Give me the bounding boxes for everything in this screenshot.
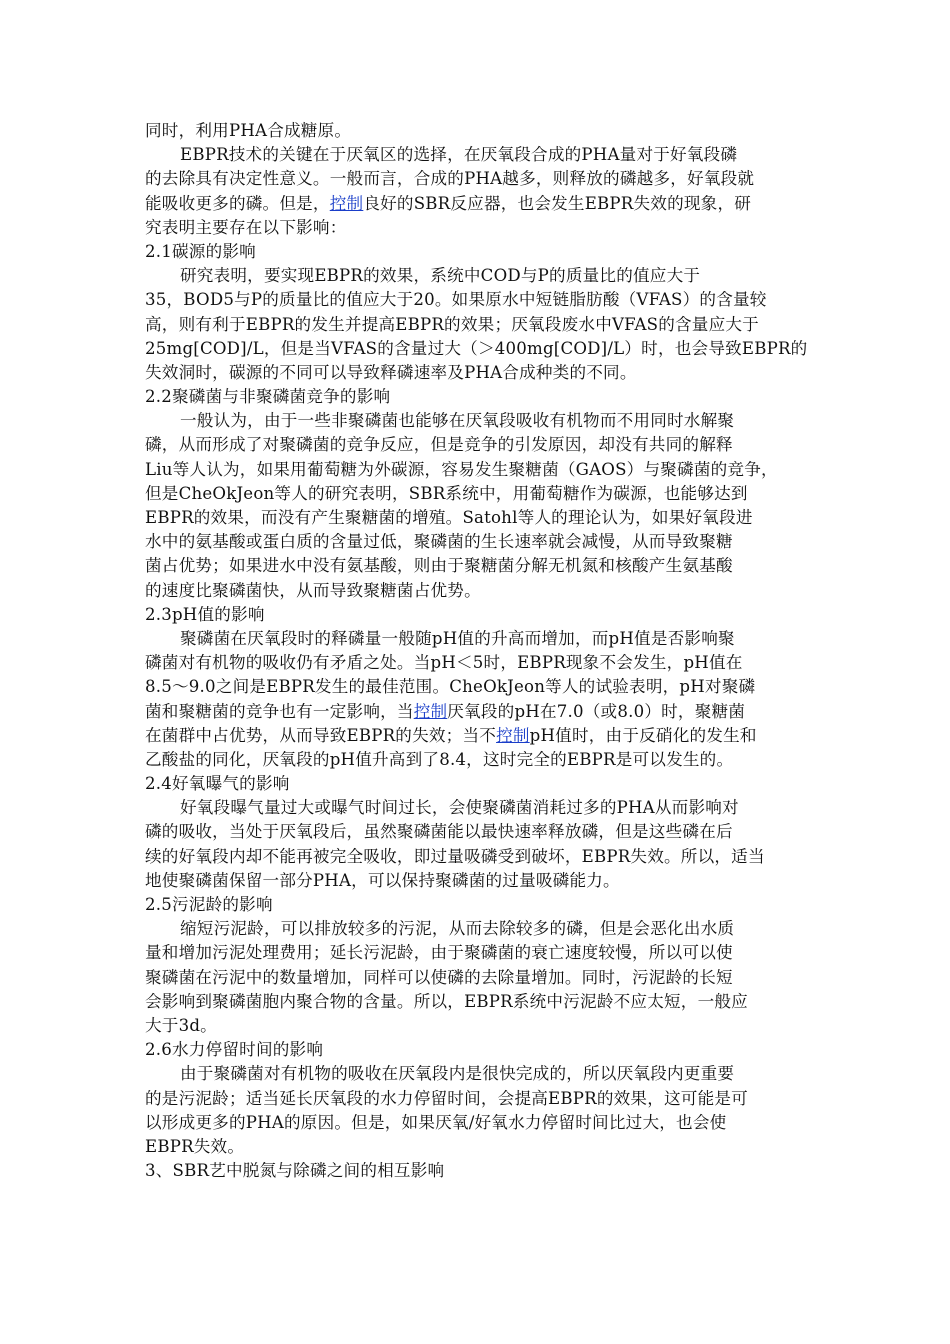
text-line [145,675,815,699]
text-line [145,1135,815,1159]
text-segment: 菌和聚糖菌的竞争也有一定影响，当 [145,701,414,721]
text-line [145,1014,815,1038]
text-line [145,506,815,530]
text-line [145,1111,815,1135]
text-segment: 大于3d。 [145,1015,217,1035]
text-line [145,990,815,1014]
text-segment: 失效洞时，碳源的不同可以导致释磷速率及PHA合成种类的不同。 [145,362,637,382]
text-segment: 磷的吸收，当处于厌氧段后，虽然聚磷菌能以最快速率释放磷，但是这些磷在后 [145,822,733,842]
document-body [145,119,815,1183]
text-line [145,1087,815,1111]
text-segment: 研究表明，要实现EBPR的效果，系统中COD与P的质量比的值应大于 [180,266,701,286]
text-segment: 续的好氧段内却不能再被完全吸收，即过量吸磷受到破坏，EBPR失效。所以，适当 [145,846,765,866]
text-segment: 乙酸盐的同化，厌氧段的pH值升高到了8.4，这时完全的EBPR是可以发生的。 [145,749,734,769]
text-segment: 聚磷菌在污泥中的数量增加，同样可以使磷的去除量增加。同时，污泥龄的长短 [145,967,733,987]
text-line [145,724,815,748]
text-line [145,917,815,941]
text-line [145,845,815,869]
text-line [145,192,815,216]
text-line [145,700,815,724]
text-line [145,748,815,772]
text-line [145,433,815,457]
text-segment: 2.2聚磷菌与非聚磷菌竞争的影响 [145,387,391,407]
text-segment: 缩短污泥龄，可以排放较多的污泥，从而去除较多的磷，但是会恶化出水质 [180,919,735,939]
text-line [145,167,815,191]
text-line [145,264,815,288]
text-segment: 高，则有利于EBPR的发生并提高EBPR的效果；厌氧段废水中VFAS的含量应大于 [145,314,759,334]
text-line [145,554,815,578]
text-line [145,119,815,143]
text-segment: 一般认为，由于一些非聚磷菌也能够在厌氧段吸收有机物而不用同时水解聚 [180,411,735,431]
text-segment: 8.5～9.0之间是EBPR发生的最佳范围。CheOkJeon等人的试验表明，pH对聚磷 [145,677,756,697]
text-line [145,893,815,917]
text-segment: 的是污泥龄；适当延长厌氧段的水力停留时间，会提高EBPR的效果，这可能是可 [145,1088,748,1108]
text-segment: 磷，从而形成了对聚磷菌的竞争反应，但是竞争的引发原因，却没有共同的解释 [145,435,733,455]
text-line [145,143,815,167]
text-segment: 2.3pH值的影响 [145,604,265,624]
text-line [145,651,815,675]
text-segment: 同时，利用PHA合成糖原。 [145,121,352,140]
text-segment: 3、SBR艺中脱氮与除磷之间的相互影响 [145,1161,445,1181]
text-segment: 会影响到聚磷菌胞内聚合物的含量。所以，EBPR系统中污泥龄不应太短，一般应 [145,991,748,1011]
text-line [145,796,815,820]
text-segment: 但是CheOkJeon等人的研究表明，SBR系统中，用葡萄糖作为碳源，也能够达到 [145,483,748,503]
text-segment: 能吸收更多的磷。但是， [145,193,330,213]
text-line [145,337,815,361]
text-segment: pH值时，由于反硝化的发生和 [529,725,757,745]
text-segment: 35，BOD5与P的质量比的值应大于20。如果原水中短链脂肪酸（VFAS）的含量较 [145,290,767,310]
text-line [145,966,815,990]
text-line [145,1062,815,1086]
control-link[interactable]: 控制 [496,725,530,745]
text-segment: Liu等人认为，如果用葡萄糖为外碳源，容易发生聚糖菌（GAOS）与聚磷菌的竞争， [145,459,778,479]
text-segment: 水中的氨基酸或蛋白质的含量过低，聚磷菌的生长速率就会减慢，从而导致聚糖 [145,532,733,552]
text-segment: 的速度比聚磷菌快，从而导致聚糖菌占优势。 [145,580,481,600]
text-line [145,869,815,893]
text-line [145,820,815,844]
text-segment: 厌氧段的pH在7.0（或8.0）时，聚糖菌 [447,701,746,721]
text-line [145,941,815,965]
text-segment: 磷菌对有机物的吸收仍有矛盾之处。当pH＜5时，EBPR现象不会发生，pH值在 [145,653,743,673]
text-segment: 25mg[COD]/L，但是当VFAS的含量过大（＞400mg[COD]/L）时，也会导致EBPR的 [145,338,808,358]
text-segment: 2.5污泥龄的影响 [145,895,273,914]
control-link[interactable]: 控制 [329,193,364,213]
text-line [145,482,815,506]
text-line [145,772,815,796]
text-segment: EBPR技术的关键在于厌氧区的选择，在厌氧段合成的PHA量对于好氧段磷 [180,145,738,165]
text-segment: EBPR失效。 [145,1136,245,1156]
text-segment: 好氧段曝气量过大或曝气时间过长，会使聚磷菌消耗过多的PHA从而影响对 [180,798,739,818]
text-segment: 地使聚磷菌保留一部分PHA，可以保持聚磷菌的过量吸磷能力。 [145,870,620,890]
text-segment: 良好的SBR反应器，也会发生EBPR失效的现象，研 [363,193,752,213]
text-segment: 由于聚磷菌对有机物的吸收在厌氧段内是很快完成的，所以厌氧段内更重要 [180,1064,735,1084]
text-line [145,216,815,240]
text-segment: 在菌群中占优势，从而导致EBPR的失效；当不 [145,725,497,745]
text-line [145,313,815,337]
text-line [145,603,815,627]
text-segment: 的去除具有决定性意义。一般而言，合成的PHA越多，则释放的磷越多，好氧段就 [145,169,755,189]
text-line [145,1038,815,1062]
text-line [145,288,815,312]
text-line [145,1159,815,1183]
text-line [145,385,815,409]
text-line [145,627,815,651]
text-segment: 2.6水力停留时间的影响 [145,1040,324,1060]
text-segment: 聚磷菌在厌氧段时的释磷量一般随pH值的升高而增加，而pH值是否影响聚 [180,628,735,648]
text-line [145,530,815,554]
text-segment: 菌占优势；如果进水中没有氨基酸，则由于聚糖菌分解无机氮和核酸产生氨基酸 [145,556,733,576]
text-line [145,579,815,603]
text-segment: 以形成更多的PHA的原因。但是，如果厌氧/好氧水力停留时间比过大，也会使 [145,1112,727,1132]
text-line [145,240,815,264]
text-line [145,409,815,433]
text-segment: 究表明主要存在以下影响： [145,217,347,237]
text-segment: 量和增加污泥处理费用；延长污泥龄，由于聚磷菌的衰亡速度较慢，所以可以使 [145,943,733,963]
text-line [145,361,815,385]
text-line [145,458,815,482]
text-segment: 2.1碳源的影响 [145,241,256,261]
text-segment: EBPR的效果，而没有产生聚糖菌的增殖。Satohl等人的理论认为，如果好氧段进 [145,508,753,527]
text-segment: 2.4好氧曝气的影响 [145,774,290,794]
control-link[interactable]: 控制 [413,701,448,721]
